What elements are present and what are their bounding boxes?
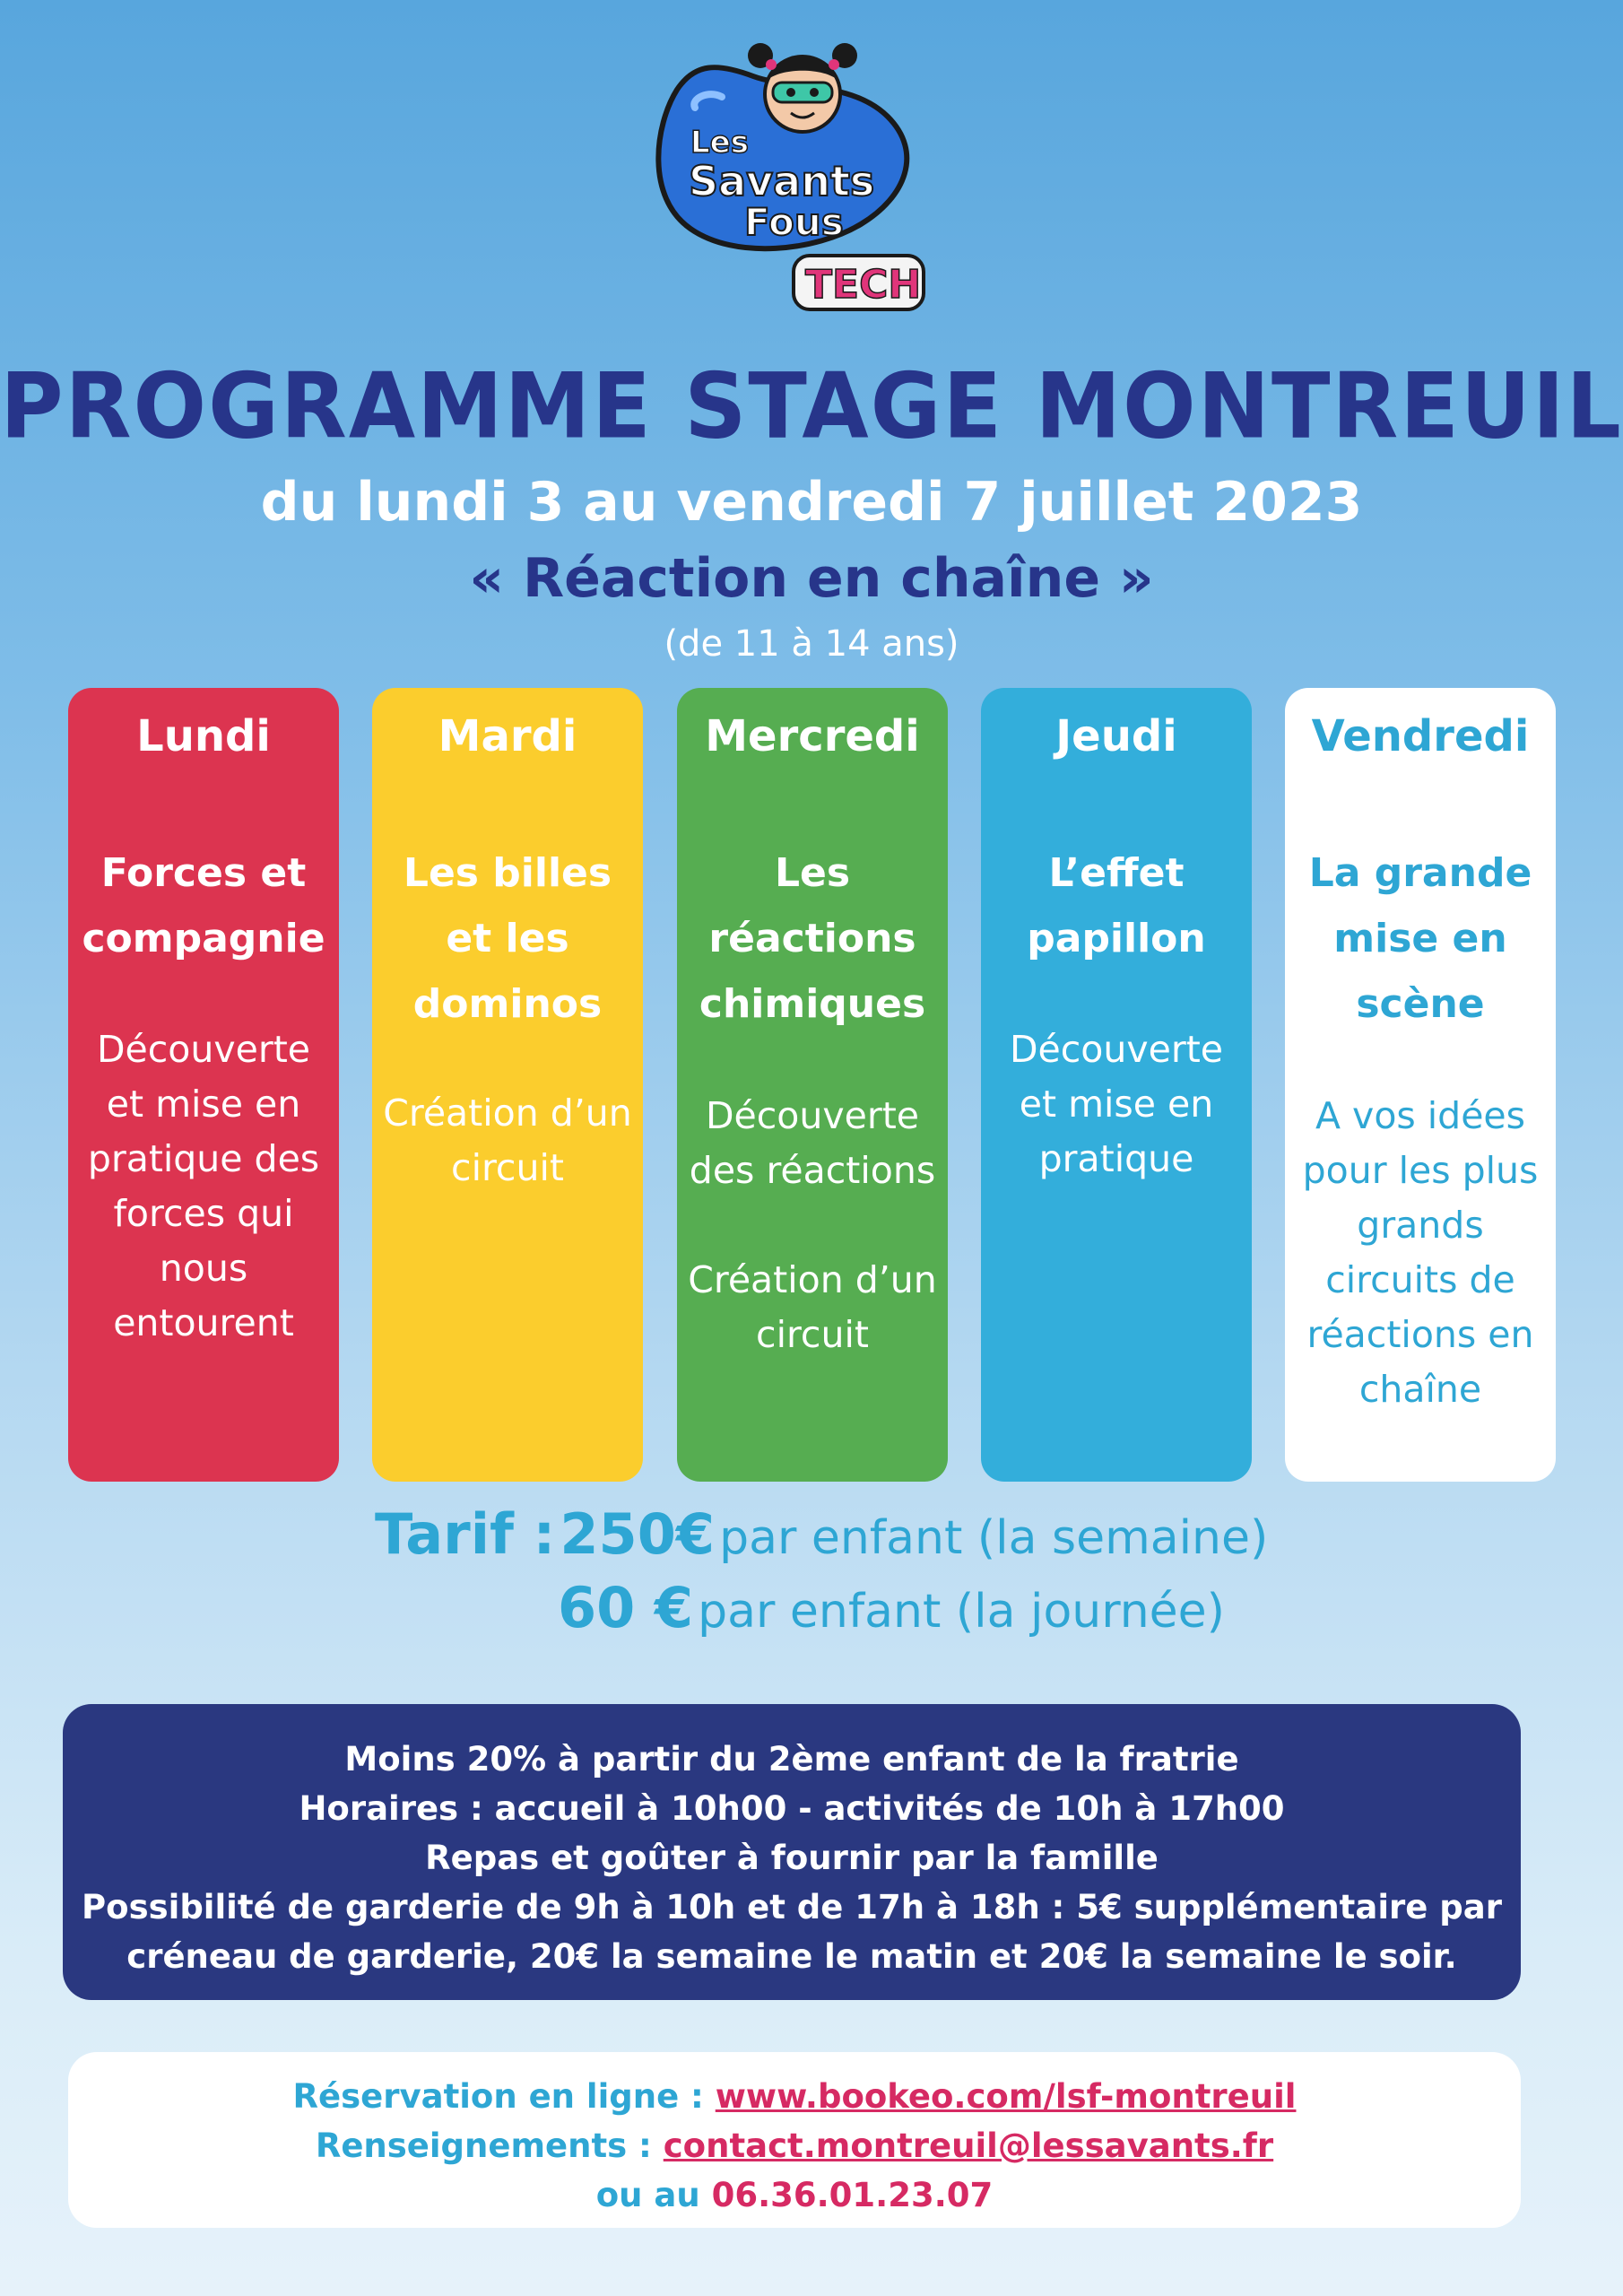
age-range: (de 11 à 14 ans)	[664, 623, 959, 665]
reservation-line	[68, 2072, 1521, 2121]
week-price: 250€	[560, 1501, 715, 1567]
day-topic: La grande mise en scène	[1308, 850, 1532, 1027]
logo-badge: TECH	[805, 262, 922, 308]
stage-theme: « Réaction en chaîne »	[469, 547, 1154, 610]
day-description: Découverte des réactions	[689, 1094, 936, 1192]
day-topic: L’effet papillon	[1027, 850, 1206, 961]
reservation-label: Réservation en ligne :	[292, 2077, 704, 2116]
reservation-link[interactable]: www.bookeo.com/lsf-montreuil	[715, 2077, 1297, 2116]
page-title: PROGRAMME STAGE MONTREUIL	[0, 353, 1623, 459]
info-discount: Moins 20% à partir du 2ème enfant de la fratrie	[344, 1740, 1239, 1779]
phone-label: ou au	[595, 2176, 700, 2214]
day-topic: Les réactions chimiques	[699, 850, 926, 1027]
day-name: Mercredi	[705, 711, 920, 761]
contact-email-link[interactable]: contact.montreuil@lessavants.fr	[663, 2126, 1274, 2165]
info-meals: Repas et goûter à fournir par la famille	[425, 1839, 1159, 1877]
day-card-vendredi	[1285, 688, 1556, 1482]
day-name: Vendredi	[1311, 711, 1530, 761]
day-price: 60 €	[558, 1575, 694, 1640]
info-label: Renseignements :	[315, 2126, 652, 2165]
day-card-jeudi	[981, 688, 1252, 1482]
week-price-text: par enfant (la semaine)	[719, 1511, 1269, 1565]
day-name: Lundi	[136, 711, 271, 761]
logo-line1: Les	[690, 125, 749, 161]
day-card-mardi	[372, 688, 643, 1482]
day-name: Jeudi	[1055, 711, 1177, 761]
les-savants-fous-logo	[628, 27, 968, 323]
info-line	[68, 2121, 1521, 2170]
day-description: Découverte et mise en pratique	[1009, 1028, 1224, 1180]
day-name: Mardi	[438, 711, 577, 761]
contact-panel	[68, 2052, 1521, 2228]
info-daycare: Possibilité de garderie de 9h à 10h et de 17h à 18h : 5€ supplémentaire par	[82, 1888, 1502, 1926]
day-topic: Les billes et les dominos	[403, 850, 612, 1027]
day-card-mercredi	[677, 688, 948, 1482]
phone-line	[68, 2170, 1521, 2220]
info-daycare-prices: créneau de garderie, 20€ la semaine le matin et 20€ la semaine le soir.	[126, 1937, 1457, 1976]
info-panel	[63, 1704, 1521, 2000]
date-range: du lundi 3 au vendredi 7 juillet 2023	[260, 471, 1363, 534]
logo-line2: Savants	[689, 157, 875, 205]
day-price-text: par enfant (la journée)	[698, 1585, 1225, 1639]
logo-line3: Fous	[744, 200, 844, 244]
day-description-2: Création d’un circuit	[688, 1258, 937, 1356]
day-card-lundi	[68, 688, 339, 1482]
phone-number: 06.36.01.23.07	[711, 2176, 994, 2214]
info-hours: Horaires : accueil à 10h00 - activités de 10h à 17h00	[299, 1789, 1285, 1828]
day-description: Découverte et mise en pratique des forces qui nous entourent	[87, 1028, 320, 1344]
day-description: Création d’un circuit	[383, 1091, 632, 1189]
tarif-week	[375, 1501, 1269, 1567]
tarif-label: Tarif :	[375, 1501, 556, 1567]
day-description: A vos idées pour les plus grands circuits de réactions en chaîne	[1302, 1094, 1539, 1411]
day-topic: Forces et compagnie	[82, 850, 325, 961]
tarif-day	[558, 1575, 1225, 1640]
